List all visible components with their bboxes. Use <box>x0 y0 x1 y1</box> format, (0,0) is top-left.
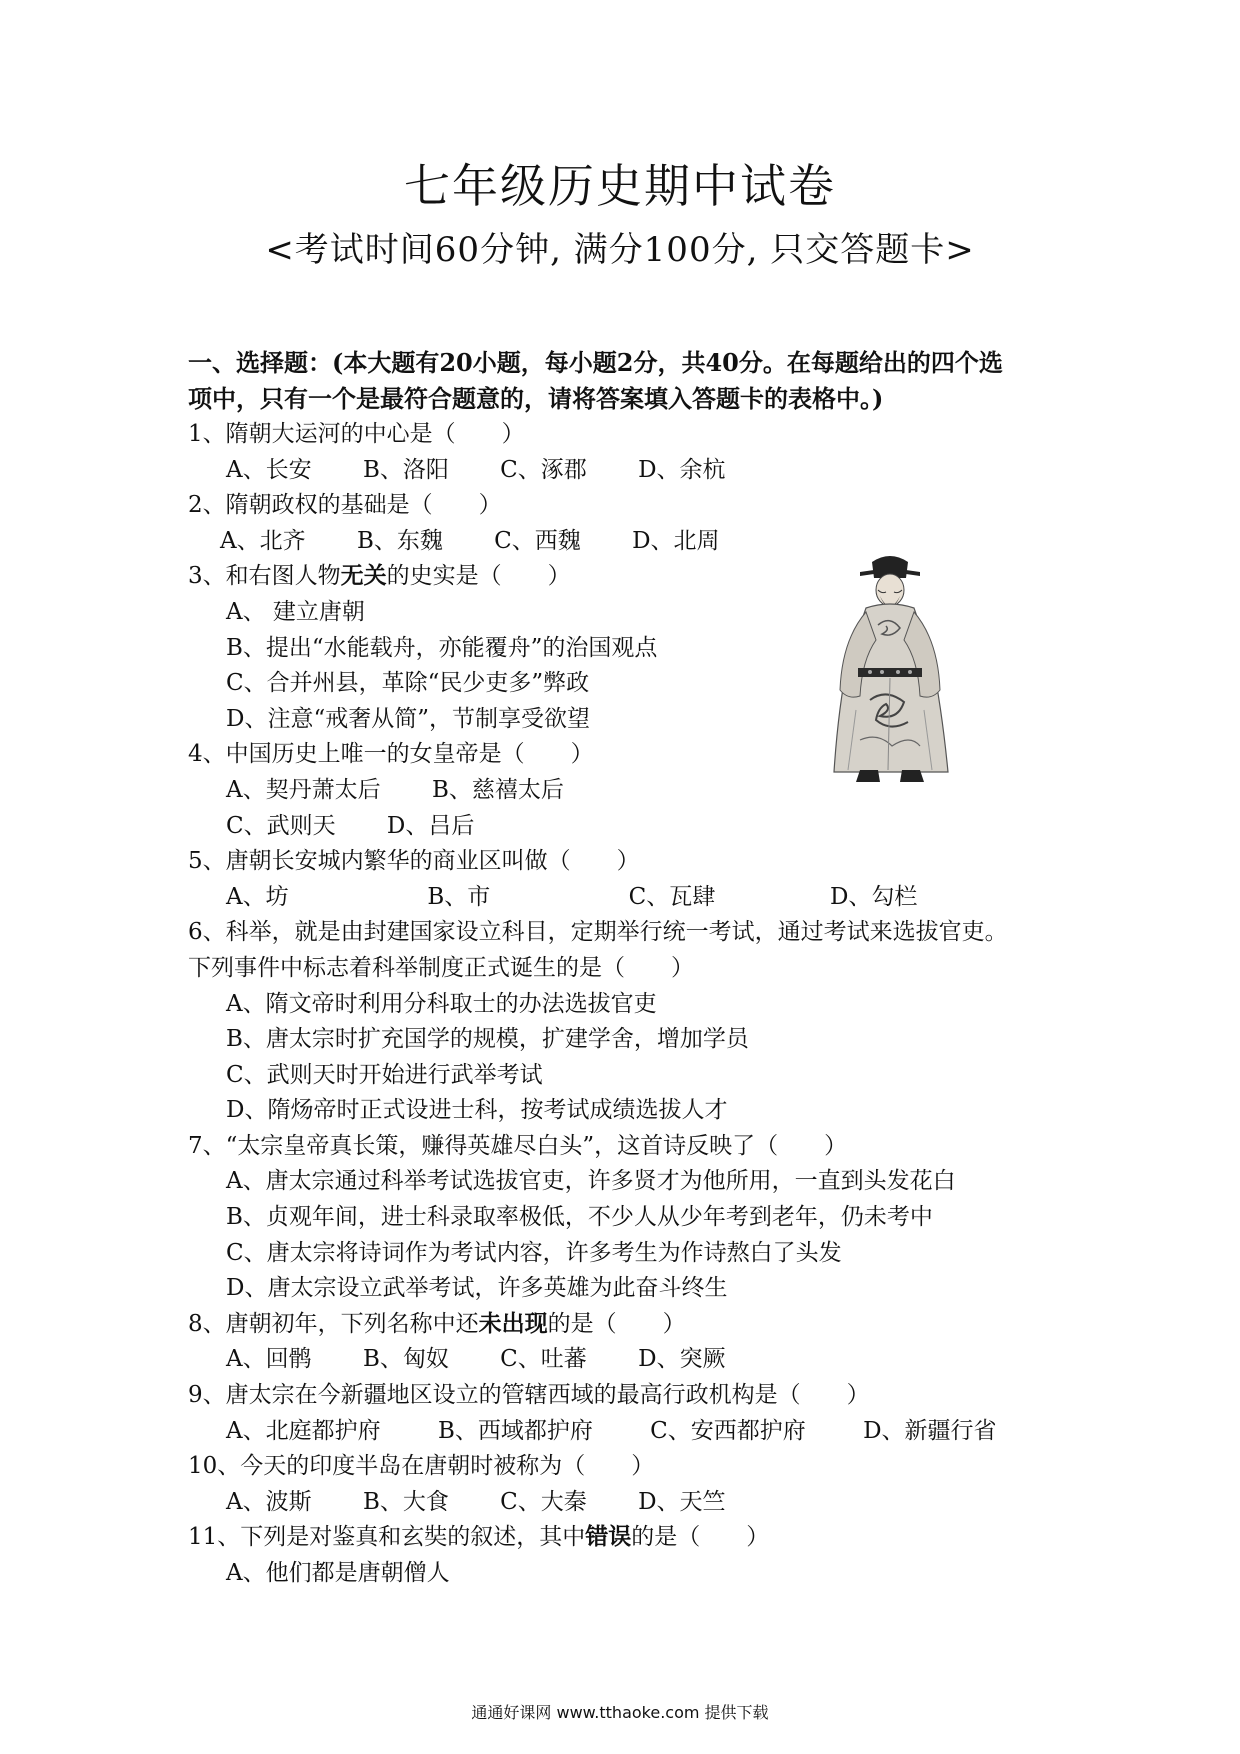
stem-text: 的是（ ） <box>547 1310 686 1337</box>
question-options <box>188 1342 1068 1378</box>
question-stem: 10、今天的印度半岛在唐朝时被称为（ ） <box>188 1453 655 1480</box>
option: A、回鹘 <box>226 1346 312 1373</box>
page-title: 七年级历史期中试卷 <box>404 159 836 213</box>
emperor-portrait-image <box>820 550 960 785</box>
option: B、唐太宗时扩充国学的规模，扩建学舍，增加学员 <box>226 1026 749 1053</box>
option: B、市 <box>427 883 491 910</box>
stem-text: 的是（ ） <box>631 1524 770 1551</box>
option: D、注意“戒奢从简”，节制享受欲望 <box>226 705 590 732</box>
option: C、瓦肆 <box>628 883 716 910</box>
section-heading <box>188 345 1068 417</box>
question-stem: 1、隋朝大运河的中心是（ ） <box>188 421 525 447</box>
option: A、北庭都护府 <box>226 1417 381 1444</box>
question-stem: 4、中国历史上唯一的女皇帝是（ ） <box>188 741 594 768</box>
option: D、勾栏 <box>829 883 918 910</box>
question-stem: 5、唐朝长安城内繁华的商业区叫做（ ） <box>188 848 640 875</box>
option: B、匈奴 <box>362 1346 449 1373</box>
option: D、吕后 <box>386 812 475 839</box>
option: D、余杭 <box>638 456 726 483</box>
question-stem: 2、隋朝政权的基础是（ ） <box>188 492 502 519</box>
question-stem <box>188 1307 1068 1343</box>
option: B、提出“水能载舟，亦能覆舟”的治国观点 <box>226 634 658 661</box>
question-section <box>188 345 1068 1592</box>
question-stem: 下列事件中标志着科举制度正式诞生的是（ ） <box>188 954 694 981</box>
option: A、唐太宗通过科举考试选拔官吏，许多贤才为他所用，一直到头发花白 <box>226 1168 956 1195</box>
option: C、武则天时开始进行武举考试 <box>226 1061 543 1088</box>
option: B、贞观年间，进士科录取率极低，不少人从少年考到老年，仍未考中 <box>226 1204 933 1231</box>
question-stem: 6、科举，就是由封建国家设立科目，定期举行统一考试，通过考试来选拔官吏。 <box>188 919 1008 946</box>
option: B、洛阳 <box>362 456 449 483</box>
option: A、他们都是唐朝僧人 <box>226 1560 450 1586</box>
question-options <box>188 1485 1068 1521</box>
option: B、慈禧太后 <box>431 776 564 803</box>
option: A、坊 <box>226 883 289 910</box>
option: B、大食 <box>362 1488 449 1515</box>
option: A、长安 <box>226 456 312 483</box>
footer-text: 通通好课网 www.tthaoke.com 提供下载 <box>471 1703 769 1722</box>
option: C、吐蕃 <box>500 1346 587 1373</box>
option: C、西魏 <box>494 527 581 554</box>
option: A、 建立唐朝 <box>226 598 365 625</box>
option: B、西域都护府 <box>437 1417 593 1444</box>
question-options <box>188 809 1068 845</box>
question-stem: 7、“太宗皇帝真长策，赚得英雄尽白头”，这首诗反映了（ ） <box>188 1132 848 1159</box>
option: A、波斯 <box>226 1488 312 1515</box>
option: A、北齐 <box>220 527 306 554</box>
option: C、唐太宗将诗词作为考试内容，许多考生为作诗熬白了头发 <box>226 1239 842 1266</box>
option: D、唐太宗设立武举考试，许多英雄为此奋斗终生 <box>226 1275 728 1302</box>
option: A、隋文帝时利用分科取士的办法选拔官吏 <box>226 990 657 1017</box>
option: D、隋炀帝时正式设进士科，按考试成绩选拔人才 <box>226 1097 728 1124</box>
section-heading-line: 一、选择题：(本大题有20小题，每小题2分，共40分。在每题给出的四个选 <box>188 348 1003 377</box>
question-stem <box>188 1520 1068 1556</box>
option: B、东魏 <box>356 527 443 554</box>
stem-emphasis: 无关 <box>340 563 387 590</box>
option: D、北周 <box>632 527 720 554</box>
option: D、突厥 <box>638 1346 726 1373</box>
question-options <box>188 1414 1068 1450</box>
question-options <box>188 453 1068 489</box>
stem-emphasis: 未出现 <box>478 1310 548 1337</box>
stem-emphasis: 错误 <box>585 1524 632 1551</box>
option: C、涿郡 <box>500 456 587 483</box>
page-subtitle: <考试时间60分钟, 满分100分, 只交答题卡> <box>265 230 975 270</box>
stem-text: 8、唐朝初年，下列名称中还 <box>188 1310 479 1337</box>
question-stem: 9、唐太宗在今新疆地区设立的管辖西域的最高行政机构是（ ） <box>188 1382 870 1409</box>
option: C、安西都护府 <box>650 1417 806 1444</box>
stem-text: 11、下列是对鉴真和玄奘的叙述，其中 <box>188 1524 586 1551</box>
stem-text: 的史实是（ ） <box>386 563 571 590</box>
question-options <box>188 880 1068 916</box>
stem-text: 3、和右图人物 <box>188 563 341 590</box>
option: C、合并州县，革除“民少吏多”弊政 <box>226 670 590 697</box>
option: C、武则天 <box>226 812 336 839</box>
option: D、新疆行省 <box>863 1417 997 1444</box>
option: C、大秦 <box>500 1488 587 1515</box>
section-heading-line: 项中，只有一个是最符合题意的，请将答案填入答题卡的表格中。) <box>188 384 884 413</box>
option: D、天竺 <box>638 1488 726 1515</box>
option: A、契丹萧太后 <box>226 776 381 803</box>
